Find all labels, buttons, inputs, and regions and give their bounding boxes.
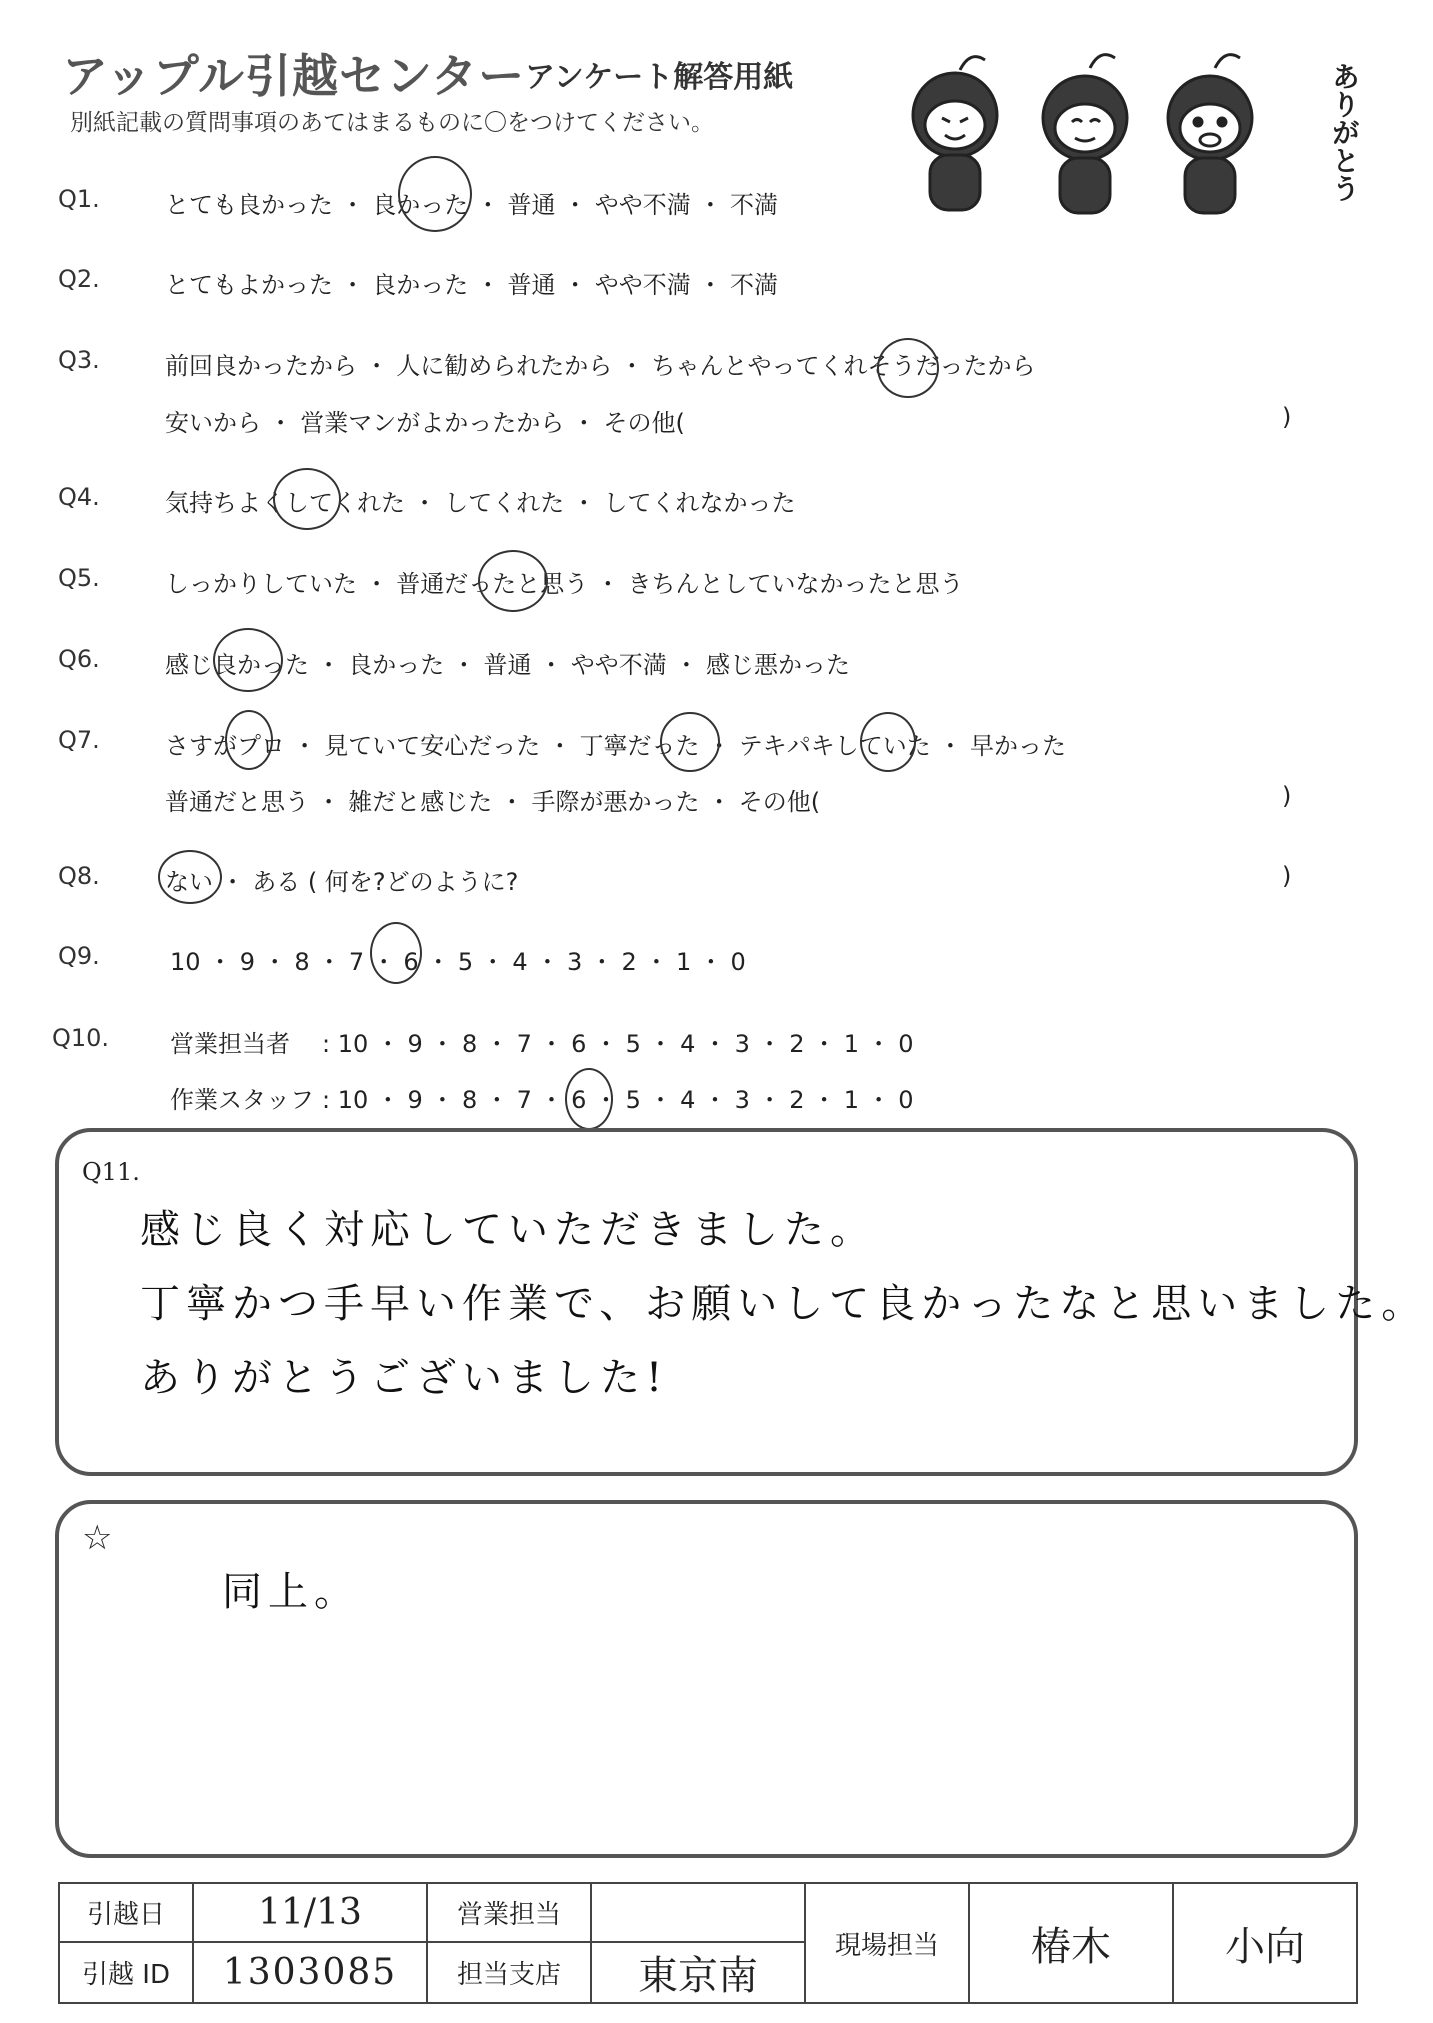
q8-close-paren: ) xyxy=(1282,862,1292,890)
form-subtitle: アンケート解答用紙 xyxy=(525,60,794,95)
q8-options[interactable]: ない ・ ある ( 何を?どのように? xyxy=(165,868,519,896)
q3-options-line2[interactable]: 安いから ・ 営業マンがよかったから ・ その他( xyxy=(165,409,685,437)
q8-answer-circle xyxy=(158,850,222,904)
move-date-label: 引越日 xyxy=(59,1883,193,1942)
q1-options[interactable]: とても良かった ・ 良かった ・ 普通 ・ やや不満 ・ 不満 xyxy=(165,191,779,219)
q7-close-paren: ) xyxy=(1282,782,1292,810)
q4-answer-circle xyxy=(273,468,341,530)
instruction-text: 別紙記載の質問事項のあてはまるものに〇をつけてください。 xyxy=(70,110,714,136)
q7-number: Q7. xyxy=(58,726,100,754)
q7-answer-circle-3 xyxy=(860,712,916,772)
q10-sales-scores[interactable]: : 10 ・ 9 ・ 8 ・ 7 ・ 6 ・ 5 ・ 4 ・ 3 ・ 2 ・ 1 ・ 0 xyxy=(322,1030,914,1058)
q4-number: Q4. xyxy=(58,483,100,511)
q2-options[interactable]: とてもよかった ・ 良かった ・ 普通 ・ やや不満 ・ 不満 xyxy=(165,271,779,299)
thanks-vertical-text: ありがとう xyxy=(1328,62,1361,202)
q10-staff-scores[interactable]: : 10 ・ 9 ・ 8 ・ 7 ・ 6 ・ 5 ・ 4 ・ 3 ・ 2 ・ 1 ・ 0 xyxy=(322,1086,914,1114)
q3-answer-circle xyxy=(877,338,939,398)
q9-score-options[interactable]: 10 ・ 9 ・ 8 ・ 7 ・ 6 ・ 5 ・ 4 ・ 3 ・ 2 ・ 1 ・ 0 xyxy=(170,948,746,976)
q3-close-paren: ) xyxy=(1282,403,1292,431)
q6-options[interactable]: 感じ良かった ・ 良かった ・ 普通 ・ やや不満 ・ 感じ悪かった xyxy=(165,651,851,679)
star-label: ☆ xyxy=(82,1518,113,1558)
footer-info-table xyxy=(58,1882,1358,2004)
q2-number: Q2. xyxy=(58,265,100,293)
move-id-label: 引越 ID xyxy=(59,1942,193,2003)
q7-answer-circle-1 xyxy=(225,710,273,770)
q8-number: Q8. xyxy=(58,862,100,890)
q9-number: Q9. xyxy=(58,942,100,970)
sales-rep-label: 営業担当 xyxy=(427,1883,591,1942)
q3-number: Q3. xyxy=(58,346,100,374)
monkey-illustration xyxy=(900,40,1320,230)
q10-number: Q10. xyxy=(52,1024,110,1052)
star-comment-text: 同上。 xyxy=(222,1569,360,1615)
star-comment-box[interactable] xyxy=(55,1500,1358,1858)
q10-sales-label: 営業担当者 xyxy=(170,1030,290,1058)
q6-answer-circle xyxy=(213,628,283,692)
branch-value[interactable]: 東京南 xyxy=(591,1942,805,2003)
site-staff-value-1[interactable]: 椿木 xyxy=(969,1883,1173,2003)
branch-label: 担当支店 xyxy=(427,1942,591,2003)
q5-answer-circle xyxy=(478,550,548,612)
q7-options-line1[interactable]: さすがプロ ・ 見ていて安心だった ・ 丁寧だった ・ テキパキしていた ・ 早かった xyxy=(165,732,1067,760)
sales-rep-value[interactable] xyxy=(591,1883,805,1942)
q6-number: Q6. xyxy=(58,645,100,673)
q4-options[interactable]: 気持ちよくしてくれた ・ してくれた ・ してくれなかった xyxy=(165,489,796,517)
site-staff-label: 現場担当 xyxy=(805,1883,969,2003)
site-staff-value-2[interactable]: 小向 xyxy=(1173,1883,1357,2003)
q1-answer-circle xyxy=(398,156,472,232)
move-id-value[interactable]: 1303085 xyxy=(193,1942,427,2003)
q10-staff-answer-circle xyxy=(565,1068,613,1130)
q3-options-line1[interactable]: 前回良かったから ・ 人に勧められたから ・ ちゃんとやってくれそうだったから xyxy=(165,352,1036,380)
company-title: アップル引越センター xyxy=(62,49,526,103)
q7-options-line2[interactable]: 普通だと思う ・ 雑だと感じた ・ 手際が悪かった ・ その他( xyxy=(165,788,821,816)
q5-options[interactable]: しっかりしていた ・ 普通だったと思う ・ きちんとしていなかったと思う xyxy=(165,570,964,598)
q11-comment-line1: 感じ良く対応していただきました。 xyxy=(140,1207,876,1253)
q5-number: Q5. xyxy=(58,564,100,592)
move-date-value[interactable]: 11/13 xyxy=(193,1883,427,1942)
q7-answer-circle-2 xyxy=(660,712,720,772)
q10-staff-label: 作業スタッフ xyxy=(170,1086,314,1114)
q11-label: Q11. xyxy=(82,1158,140,1186)
q11-comment-line3: ありがとうございました! xyxy=(140,1355,669,1401)
q9-answer-circle xyxy=(370,922,422,984)
q1-number: Q1. xyxy=(58,185,100,213)
q11-comment-line2: 丁寧かつ手早い作業で、お願いして良かったなと思いました。 xyxy=(140,1281,1428,1327)
